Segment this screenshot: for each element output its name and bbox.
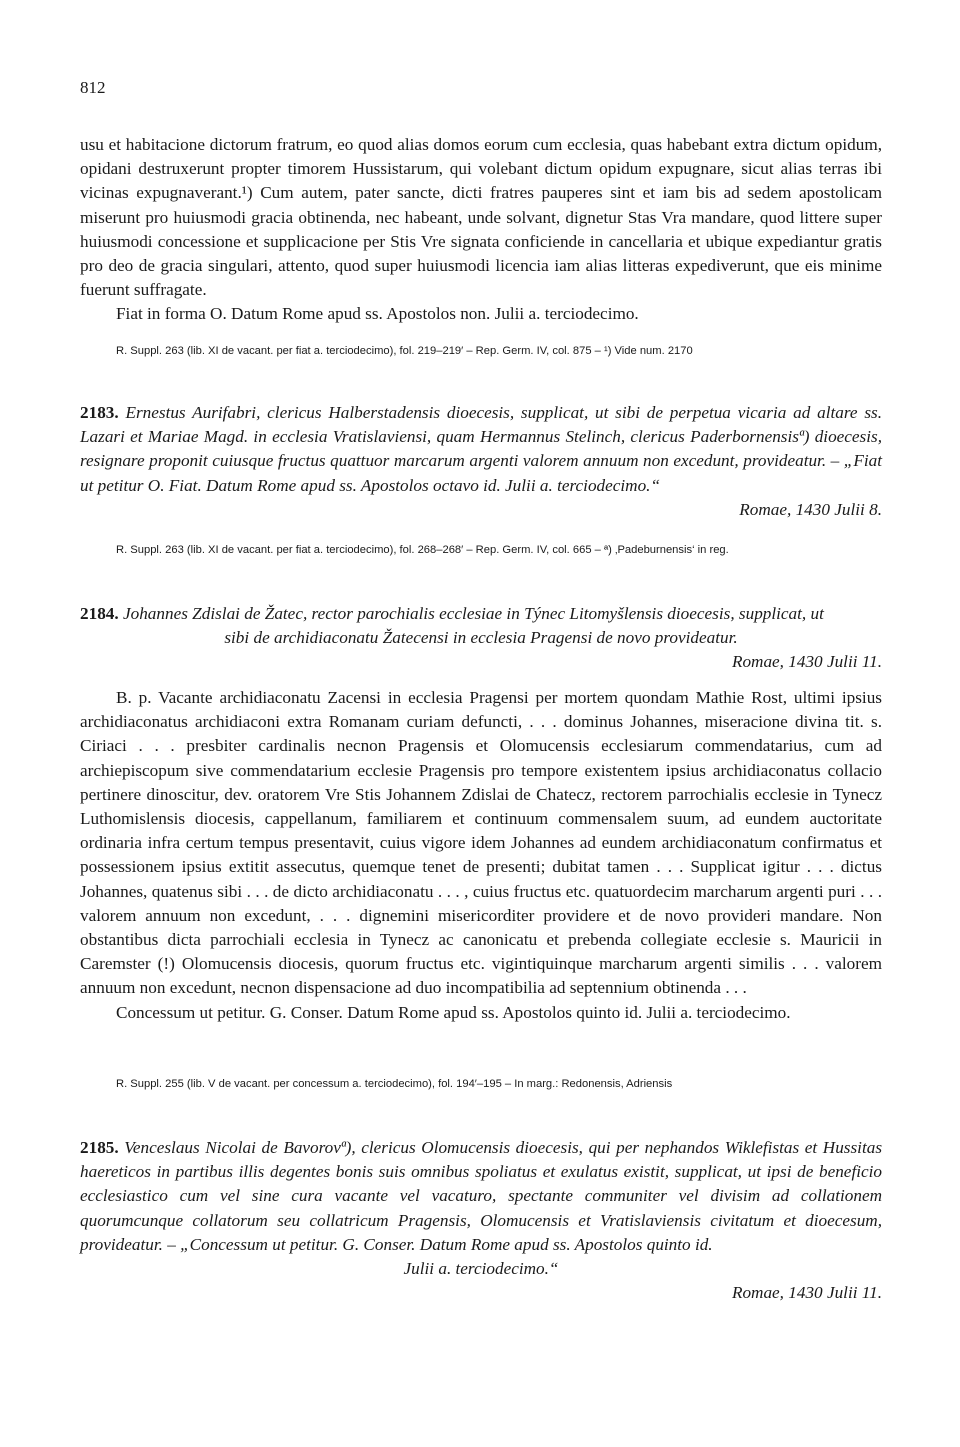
- entry-2184: [80, 602, 882, 675]
- entry-2184-heading: [80, 602, 882, 626]
- entry-number: 2185.: [80, 1138, 119, 1157]
- entry-2183-note-block: [80, 544, 882, 556]
- entry-2184-concessum: Concessum ut petitur. G. Conser. Datum Rome apud ss. Apostolos quinto id. Julii a. terciodecimo.: [116, 1002, 791, 1022]
- entry-number: 2183.: [80, 403, 119, 422]
- entry-2184-date: Romae, 1430 Julii 11.: [731, 652, 882, 672]
- entry-2185: [80, 1136, 882, 1305]
- top-note-block: [80, 345, 882, 357]
- entry-2183: [80, 401, 882, 522]
- entry-2184-footnote: R. Suppl. 255 (lib. V de vacant. per concessum a. terciodecimo), fol. 194′–195 – In marg.: Redonensis, Adriensis: [116, 1078, 673, 1090]
- entry-2184-note-block: [80, 1078, 882, 1090]
- entry-2185-date: Romae, 1430 Julii 11.: [731, 1283, 882, 1303]
- entry-2185-summary-end: Julii a. terciodecimo.“: [403, 1259, 559, 1279]
- entry-2183-date: Romae, 1430 Julii 8.: [739, 499, 882, 519]
- top-fiat: Fiat in forma O. Datum Rome apud ss. Apostolos non. Julii a. terciodecimo.: [116, 304, 639, 324]
- entry-2184-body: [80, 686, 882, 1025]
- entry-2184-text: B. p. Vacante archidiaconatu Zacensi in ecclesia Pragensi per mortem quondam Mathie Rost, ultimi ipsius archidiaconatus archidiaconi extra Romanam curiam defuncti, . . . dominus Johannes, miseracione divina tit. s. Ciriaci . . . presbiter cardinalis necnon Pragensis et Olomucensis ecclesiarum commendatarius, cum ad archiepiscopum sive commendatarium ecclesie Pragensis pro tempore existentem ipsius archidiaconatus collacio pertinere dinoscitur, dev. oratorem Vre Stis Johannem Zdislai de Chatecz, rectorem parrochialis ecclesie in Tynecz Luthomislensis diocesis, cappellanum, familiarem et continuum commensalem suum, ad eundem auctoritate ordinaria infra certum tempus presentavit, cuius vigore idem Johannes ad eundem archidiaconatum confirmatus et possessionem ipsius extitit assecutus, quemque tenet de presenti; dubitat tamen . . . Supplicat igitur . . . dictus Johannes, quatenus sibi . . . de dicto archidiaconatu . . . , cuius fructus etc. quatuordecim marcharum argenti puri . . . valorem annuum non excedunt, . . . dignemini misericorditer providere et de novo provideri mandare. Non obstantibus dicta parrochiali ecclesia in Tynecz ac canonicatu et prebenda collegiate ecclesie s. Mauricii in Caremster (!) Olomucensis diocesis, quorum fructus etc. vigintiquinque marcharum argenti similis . . . valorem annuum non excedunt, necnon dispensacione ad duo incompatibilia ad septennium obtinenda . . .: [80, 688, 882, 998]
- entry-2185-text: [80, 1136, 882, 1257]
- entry-2184-summary-1: Johannes Zdislai de Žatec, rector parochialis ecclesiae in Týnec Litomyšlensis dioecesis, supplicat, ut: [122, 604, 824, 623]
- top-footnote: R. Suppl. 263 (lib. XI de vacant. per fiat a. terciodecimo), fol. 219–219′ – Rep. Germ. IV, col. 875 – ¹) Vide num. 2170: [116, 345, 693, 357]
- entry-2183-summary: Ernestus Aurifabri, clericus Halberstadensis dioecesis, supplicat, ut sibi de perpetua vicaria ad altare ss. Lazari et Mariae Magd. in ecclesia Vratislaviensi, quam Hermannus Stelinch, clericus Paderbornensisª) dioecesis, resignare proponit cuiusque fructus quattuor marcarum argenti valorem annuum non excedunt, provideatur. – „Fiat ut petitur O. Fiat. Datum Rome apud ss. Apostolos octavo id. Julii a. terciodecimo.“: [80, 403, 883, 495]
- entry-2184-summary-2: sibi de archidiaconatu Žatecensi in ecclesia Pragensi de novo provideatur.: [224, 628, 738, 648]
- top-section: [80, 133, 882, 327]
- entry-2183-text: [80, 401, 882, 498]
- page-number: 812: [80, 78, 106, 97]
- top-paragraph: usu et habitacione dictorum fratrum, eo quod alias domos eorum cum ecclesia, quas habebant extra dictum opidum, opidani destruxerunt propter timorem Hussistarum, qui volebant dictum opidum expugnare, sicut alias terras ibi vicinas expugnaverant.¹) Cum autem, pater sancte, dicti fratres pauperes sint et iam bis ad sedem apostolicam miserunt pro huiusmodi gracia obtinenda, nec habeant, unde solvant, dignetur Stas Vra mandare, quod littere super huiusmodi concessione et supplicacione per Stis Vre signata conficiende in cancellaria et ubique expediantur gratis pro deo de gracia singulari, attento, quod super huiusmodi licencia iam alias litteras expediverunt, que eis minime fuerunt suffragate.: [80, 135, 882, 300]
- entry-number: 2184.: [80, 604, 119, 623]
- entry-2183-footnote: R. Suppl. 263 (lib. XI de vacant. per fiat a. terciodecimo), fol. 268–268′ – Rep. Germ. IV, col. 665 – ª) ‚Padeburnensis‘ in reg.: [116, 544, 729, 556]
- entry-2185-summary: Venceslaus Nicolai de Bavorovª), clericus Olomucensis dioecesis, qui per nephandos Wiklefistas et Hussitas haereticos in partibus illis degentes bonis suis omnibus spoliatus et exulatus existit, supplicat, ut ipsi de beneficio ecclesiastico cum vel sine cura vacante vel vacaturo, spectante communiter vel divisim ad collationem quorumcunque collatorum seu collatricum Pragensis, Olomucensis et Vratislaviensis civitatum et dioecesum, provideatur. – „Concessum ut petitur. G. Conser. Datum Rome apud ss. Apostolos quinto id.: [80, 1138, 883, 1254]
